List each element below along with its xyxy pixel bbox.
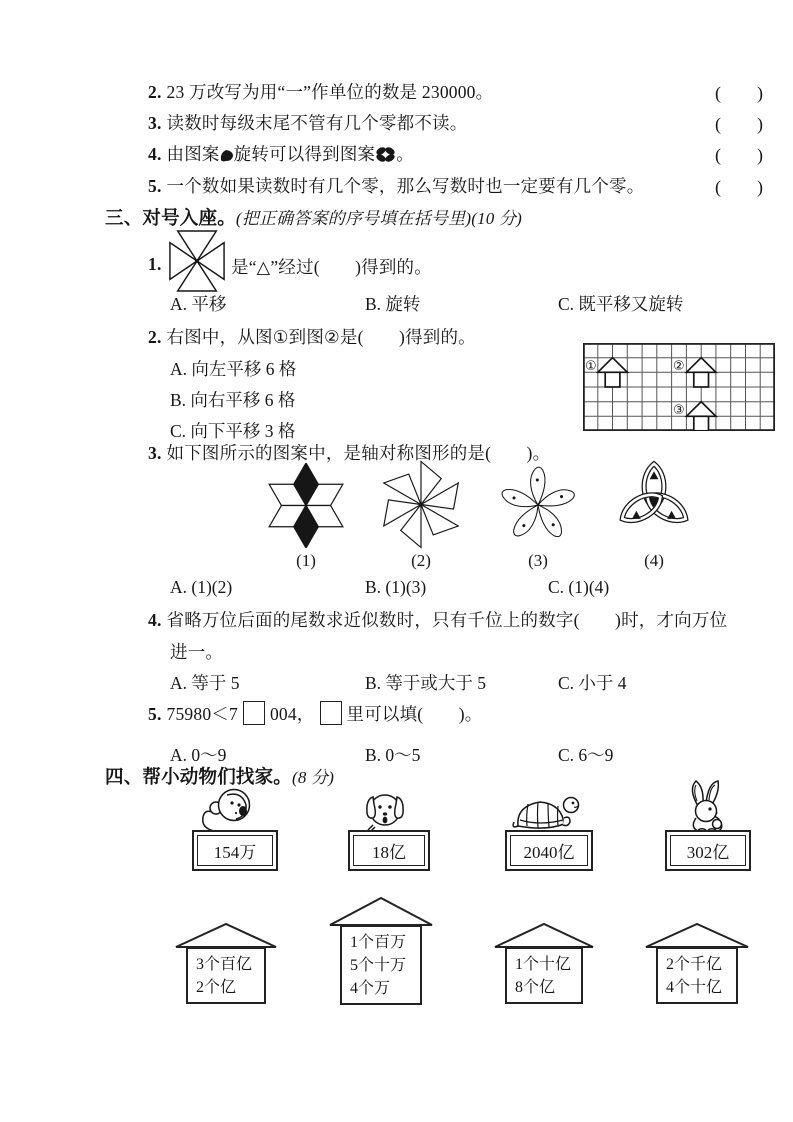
option-label: A. 0～9 xyxy=(170,745,227,765)
option-label: C. 小于 4 xyxy=(558,673,627,693)
section-score: (8 分) xyxy=(292,768,335,787)
option-label: A. 向左平移 6 格 xyxy=(170,359,297,379)
question-number: 1. xyxy=(148,254,162,274)
house-figure xyxy=(493,922,595,1004)
question-text xyxy=(148,440,550,465)
house-body xyxy=(505,947,583,1004)
answer-parentheses: ( ) xyxy=(715,83,763,103)
true-false-item xyxy=(148,110,467,135)
answer-parentheses: ( ) xyxy=(715,145,763,165)
sign-value: 302亿 xyxy=(670,835,746,866)
question-text xyxy=(148,324,476,349)
monkey-icon xyxy=(194,786,266,834)
option-label: B. 向右平移 6 格 xyxy=(170,390,296,410)
circled-number-label: ① xyxy=(585,359,597,374)
item-number: 2. xyxy=(148,82,162,102)
option-label: B. 0～5 xyxy=(365,745,421,765)
true-false-item xyxy=(148,141,414,166)
star-pattern-figure xyxy=(268,463,344,548)
option-label: A. 平移 xyxy=(170,294,227,314)
house-roof xyxy=(493,922,595,949)
item-text: 。 xyxy=(396,144,414,164)
question-number: 2. xyxy=(148,327,162,347)
option-label: C. 向下平移 3 格 xyxy=(170,421,296,441)
house-value-line: 5个十万 xyxy=(350,957,407,974)
pinwheel-figure xyxy=(168,227,226,295)
item-text: 23 万改写为用“一”作单位的数是 230000。 xyxy=(166,82,494,102)
item-number: 5. xyxy=(148,176,162,196)
number-sign xyxy=(192,830,278,871)
circled-number-label: ② xyxy=(673,359,685,374)
question-text-body: 004， xyxy=(269,704,315,724)
answer-parentheses: ( ) xyxy=(715,114,763,134)
house-value-line: 8个亿 xyxy=(515,979,556,996)
house-figure xyxy=(644,922,750,1004)
sign-value: 2040亿 xyxy=(510,835,588,866)
option-label: B. 等于或大于 5 xyxy=(365,673,487,693)
four-petals-icon xyxy=(375,146,396,163)
option-label: C. 既平移又旋转 xyxy=(558,294,684,314)
question-text-body: 右图中，从图①到图②是( )得到的。 xyxy=(166,327,476,347)
sign-value: 18亿 xyxy=(353,835,425,866)
blank-box xyxy=(243,701,265,725)
house-roof xyxy=(174,922,278,949)
house-value-line: 2个亿 xyxy=(196,979,237,996)
turtle-icon xyxy=(508,792,582,834)
house-roof xyxy=(328,896,434,927)
house-value-line: 3个百亿 xyxy=(196,956,253,973)
question-text-body: 里可以填( )。 xyxy=(346,704,483,724)
figure-label: (2) xyxy=(411,551,431,570)
house-figure xyxy=(328,896,434,1005)
figure-label: (3) xyxy=(528,551,548,570)
blank-box xyxy=(320,701,342,725)
figure-label: (1) xyxy=(296,551,316,570)
house-value-line: 2个千亿 xyxy=(666,956,723,973)
option-label: B. 旋转 xyxy=(365,294,421,314)
number-sign xyxy=(665,830,751,871)
house-value-line: 1个百万 xyxy=(350,934,407,951)
question-text xyxy=(148,607,727,632)
option-label: B. (1)(3) xyxy=(365,577,427,597)
question-number: 5. xyxy=(148,704,162,724)
section-title: 三、对号入座。 xyxy=(105,209,236,229)
windmill-pattern-figure xyxy=(374,456,468,553)
house-value-line: 1个十亿 xyxy=(515,956,572,973)
section-title: 四、帮小动物们找家。 xyxy=(105,768,293,788)
item-text: 由图案 xyxy=(166,144,220,164)
question-text-continued: 进一。 xyxy=(170,642,224,662)
house-body xyxy=(340,925,422,1005)
petal-icon xyxy=(220,149,234,162)
item-text: 旋转可以得到图案 xyxy=(233,144,376,164)
question-number: 3. xyxy=(148,443,162,463)
true-false-item xyxy=(148,173,644,198)
house-figure xyxy=(174,922,278,1004)
option-label: A. (1)(2) xyxy=(170,577,233,597)
triquetra-pattern-figure xyxy=(610,456,698,548)
house-value-line: 4个十亿 xyxy=(666,979,723,996)
answer-parentheses: ( ) xyxy=(715,177,763,197)
option-label: A. 等于 5 xyxy=(170,673,240,693)
question-text xyxy=(148,701,482,726)
dog-icon xyxy=(354,789,416,834)
item-number: 3. xyxy=(148,113,162,133)
question-text-body: 省略万位后面的尾数求近似数时，只有千位上的数字( )时，才向万位 xyxy=(166,610,728,630)
option-label: C. 6～9 xyxy=(558,745,614,765)
number-sign xyxy=(505,830,593,871)
house-value-line: 4个万 xyxy=(350,980,391,997)
grid-houses-figure xyxy=(583,343,775,431)
house-body xyxy=(186,947,266,1004)
flower-pattern-figure xyxy=(496,462,580,548)
question-text-body: 75980＜7 xyxy=(166,704,238,724)
item-text: 一个数如果读数时有几个零，那么写数时也一定要有几个零。 xyxy=(166,176,645,196)
question-text: 是“△”经过( )得到的。 xyxy=(231,257,432,277)
house-roof xyxy=(644,922,750,949)
section-note: (把正确答案的序号填在括号里)(10 分) xyxy=(235,209,523,228)
house-body xyxy=(656,947,738,1004)
item-text: 读数时每级末尾不管有几个零都不读。 xyxy=(166,113,468,133)
rabbit-icon xyxy=(676,779,732,834)
circled-number-label: ③ xyxy=(673,403,685,418)
question-text-body: 如下图所示的图案中，是轴对称图形的是( )。 xyxy=(166,443,551,463)
sign-value: 154万 xyxy=(197,835,273,866)
item-number: 4. xyxy=(148,144,162,164)
figure-label: (4) xyxy=(644,551,664,570)
question-number: 4. xyxy=(148,610,162,630)
option-label: C. (1)(4) xyxy=(548,577,610,597)
true-false-item xyxy=(148,79,493,104)
number-sign xyxy=(348,830,430,871)
